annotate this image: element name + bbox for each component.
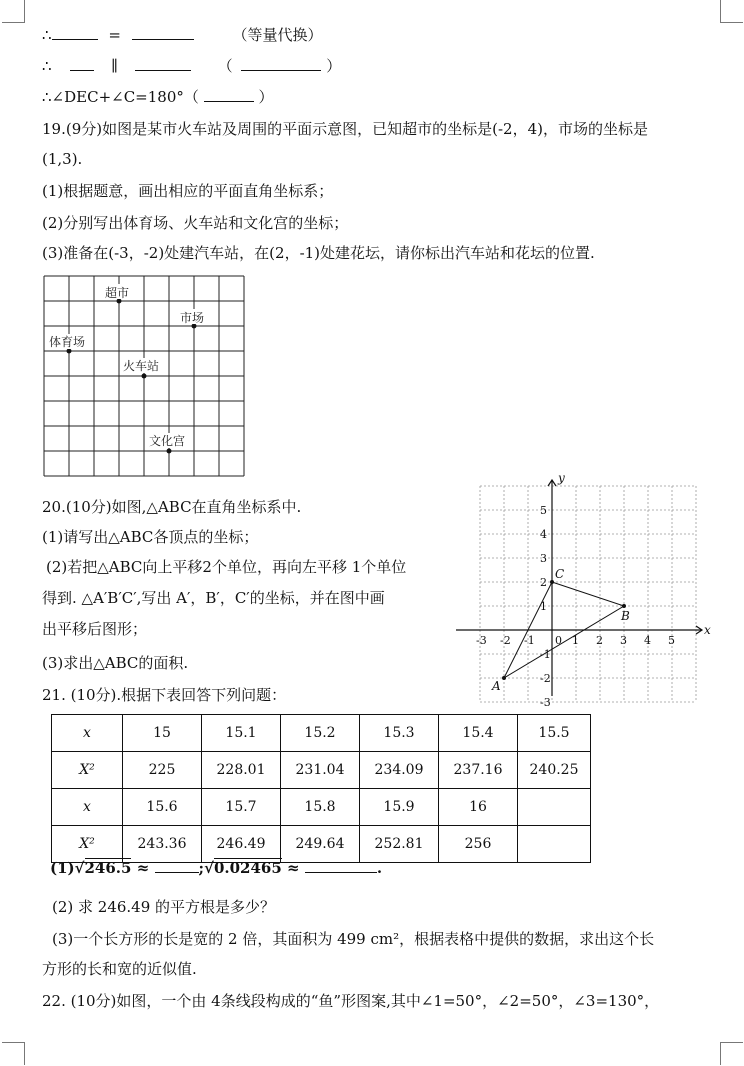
equals-sign: = [108,26,121,44]
table-cell: 240.25 [518,752,591,789]
table-cell: 15.3 [360,715,439,752]
therefore-symbol: ∴ [42,26,52,44]
sqrt-sign: √ [204,859,214,877]
table-cell: 16 [439,789,518,826]
x-tick-label: 4 [644,634,651,647]
answer-blank[interactable] [155,858,199,873]
table-cell: 15.8 [281,789,360,826]
q20-coordinate-graph[interactable] [462,471,711,710]
answer-blank[interactable] [204,87,254,102]
corner-mark-top-left [2,0,25,23]
stadium-label: 体育场 [49,335,86,349]
table-cell: 237.16 [439,752,518,789]
therefore-symbol: ∴ [42,57,52,75]
market-label: 市场 [180,311,205,325]
proof-line-3 [42,86,273,107]
x-axis-label: x [704,623,711,637]
table-cell: 15 [123,715,202,752]
table-cell: 256 [439,826,518,863]
corner-mark-bottom-left [2,1042,25,1065]
table-row [52,789,591,826]
sqrt-sign: √ [74,859,85,877]
table-cell: 15.5 [518,715,591,752]
corner-mark-top-right [720,0,743,23]
table-row-header: x [52,715,123,752]
q20-sub-1: (1)请写出△ABC各顶点的坐标； [42,528,259,546]
approx-sign: ≈ [136,859,150,877]
proof-line-1 [42,24,322,45]
table-cell: 246.49 [202,826,281,863]
corner-mark-bottom-right [720,1042,743,1065]
y-tick-label: -1 [540,648,551,661]
answer-blank[interactable] [132,25,194,40]
y-tick-label: -3 [540,696,551,709]
q21-sub-3b: 方形的长和宽的近似值. [42,960,197,978]
x-tick-label: -3 [476,634,487,647]
table-cell: 234.09 [360,752,439,789]
x-tick-label: 2 [596,634,603,647]
q19-sub-1: (1)根据题意，画出相应的平面直角坐标系； [42,182,334,200]
x-tick-label: 1 [572,634,579,647]
vertex-label-b: B [621,609,630,623]
table-row [52,752,591,789]
y-tick-label: -2 [540,672,551,685]
table-cell [518,789,591,826]
q19-line-1: 19.(9分)如图是某市火车站及周围的平面示意图，已知超市的坐标是(-2，4)，市场的坐标是 [42,120,648,138]
q22-line-1: 22. (10分)如图，一个由 4条线段构成的“鱼”形图案,其中∠1=50°，∠2=50°，∠3=130°， [42,992,660,1010]
origin-label: 0 [555,634,562,647]
stadium-point [67,349,72,354]
q20-line-1: 20.(10分)如图,△ABC在直角坐标系中. [42,498,302,516]
table-cell: 249.64 [281,826,360,863]
culture-palace-point [167,449,172,454]
reason-close-paren: ） [326,57,342,75]
table-cell [518,826,591,863]
y-axis-label: y [558,471,565,485]
reason-open-paren: （ [217,57,233,75]
x-tick-label: 3 [620,634,627,647]
table-cell: 15.1 [202,715,281,752]
reason-close-paren: ） [258,88,274,106]
answer-blank[interactable] [135,56,191,71]
y-tick-label: 5 [540,504,547,517]
square-table [51,714,591,863]
y-tick-label: 2 [540,576,547,589]
table-row [52,826,591,863]
answer-blank[interactable] [52,25,98,40]
q20-sub-2a: (2)若把△ABC向上平移2个单位，再向左平移 1个单位 [46,558,407,576]
angle-sum-statement: ∴∠DEC+∠C=180°（ [42,88,199,106]
table-cell: 15.2 [281,715,360,752]
table-row [52,715,591,752]
q21-sub-1 [50,858,382,877]
q21-sub-3a: (3)一个长方形的长是宽的 2 倍，其面积为 499 cm²，根据表格中提供的数据，求出这个长 [52,930,655,948]
table-cell: 243.36 [123,826,202,863]
table-cell: 228.01 [202,752,281,789]
sqrt-radicand-1: 246.5 [84,859,132,877]
vertex-label-a: A [492,679,501,693]
vertex-point [503,677,506,680]
semicolon: ; [198,859,205,877]
culture-palace-label: 文化宫 [149,434,186,448]
table-cell: 15.6 [123,789,202,826]
x-tick-label: 5 [668,634,675,647]
table-cell: 225 [123,752,202,789]
x-tick-label: -2 [500,634,511,647]
answer-blank[interactable] [241,56,321,71]
y-tick-label: 3 [540,552,547,565]
table-cell: 15.9 [360,789,439,826]
table-row-header: X² [52,826,123,863]
q19-line-2: (1,3). [42,150,83,168]
q21-line-1: 21. (10分).根据下表回答下列问题： [42,686,287,704]
answer-blank[interactable] [70,56,94,71]
q19-map-grid[interactable] [40,272,250,482]
q19-sub-2: (2)分别写出体育场、火车站和文化宫的坐标； [42,214,349,232]
vertex-point [623,605,626,608]
q20-sub-3: (3)求出△ABC的面积. [42,654,189,672]
period: . [376,859,383,877]
table-row-header: x [52,789,123,826]
reason-text: （等量代换） [232,26,323,44]
table-cell: 252.81 [360,826,439,863]
vertex-label-c: C [555,567,565,581]
proof-line-2 [42,55,341,76]
table-row-header: X² [52,752,123,789]
sub-1-prefix: (1) [50,859,75,877]
answer-blank[interactable] [305,858,377,873]
q19-sub-3: (3)准备在(-3，-2)处建汽车站，在(2，-1)处建花坛，请你标出汽车站和花坛的位置. [42,244,595,262]
parallel-symbol: ∥ [111,57,119,75]
approx-sign: ≈ [287,859,300,877]
table-cell: 15.7 [202,789,281,826]
q20-sub-2b: 得到. △A′B′C′,写出 A′，B′，C′的坐标，并在图中画 [42,589,385,607]
vertex-point [551,581,554,584]
q21-sub-2: (2) 求 246.49 的平方根是多少？ [52,898,276,916]
y-tick-label: 4 [540,528,547,541]
x-tick-label: -1 [524,634,535,647]
q20-sub-2c: 出平移后图形； [42,620,148,638]
sqrt-radicand-2: 0.02465 [213,859,282,877]
station-point [142,374,147,379]
table-cell: 15.4 [439,715,518,752]
table-cell: 231.04 [281,752,360,789]
supermarket-label: 超市 [105,286,130,300]
y-tick-label: 1 [540,600,547,613]
station-label: 火车站 [123,359,160,373]
